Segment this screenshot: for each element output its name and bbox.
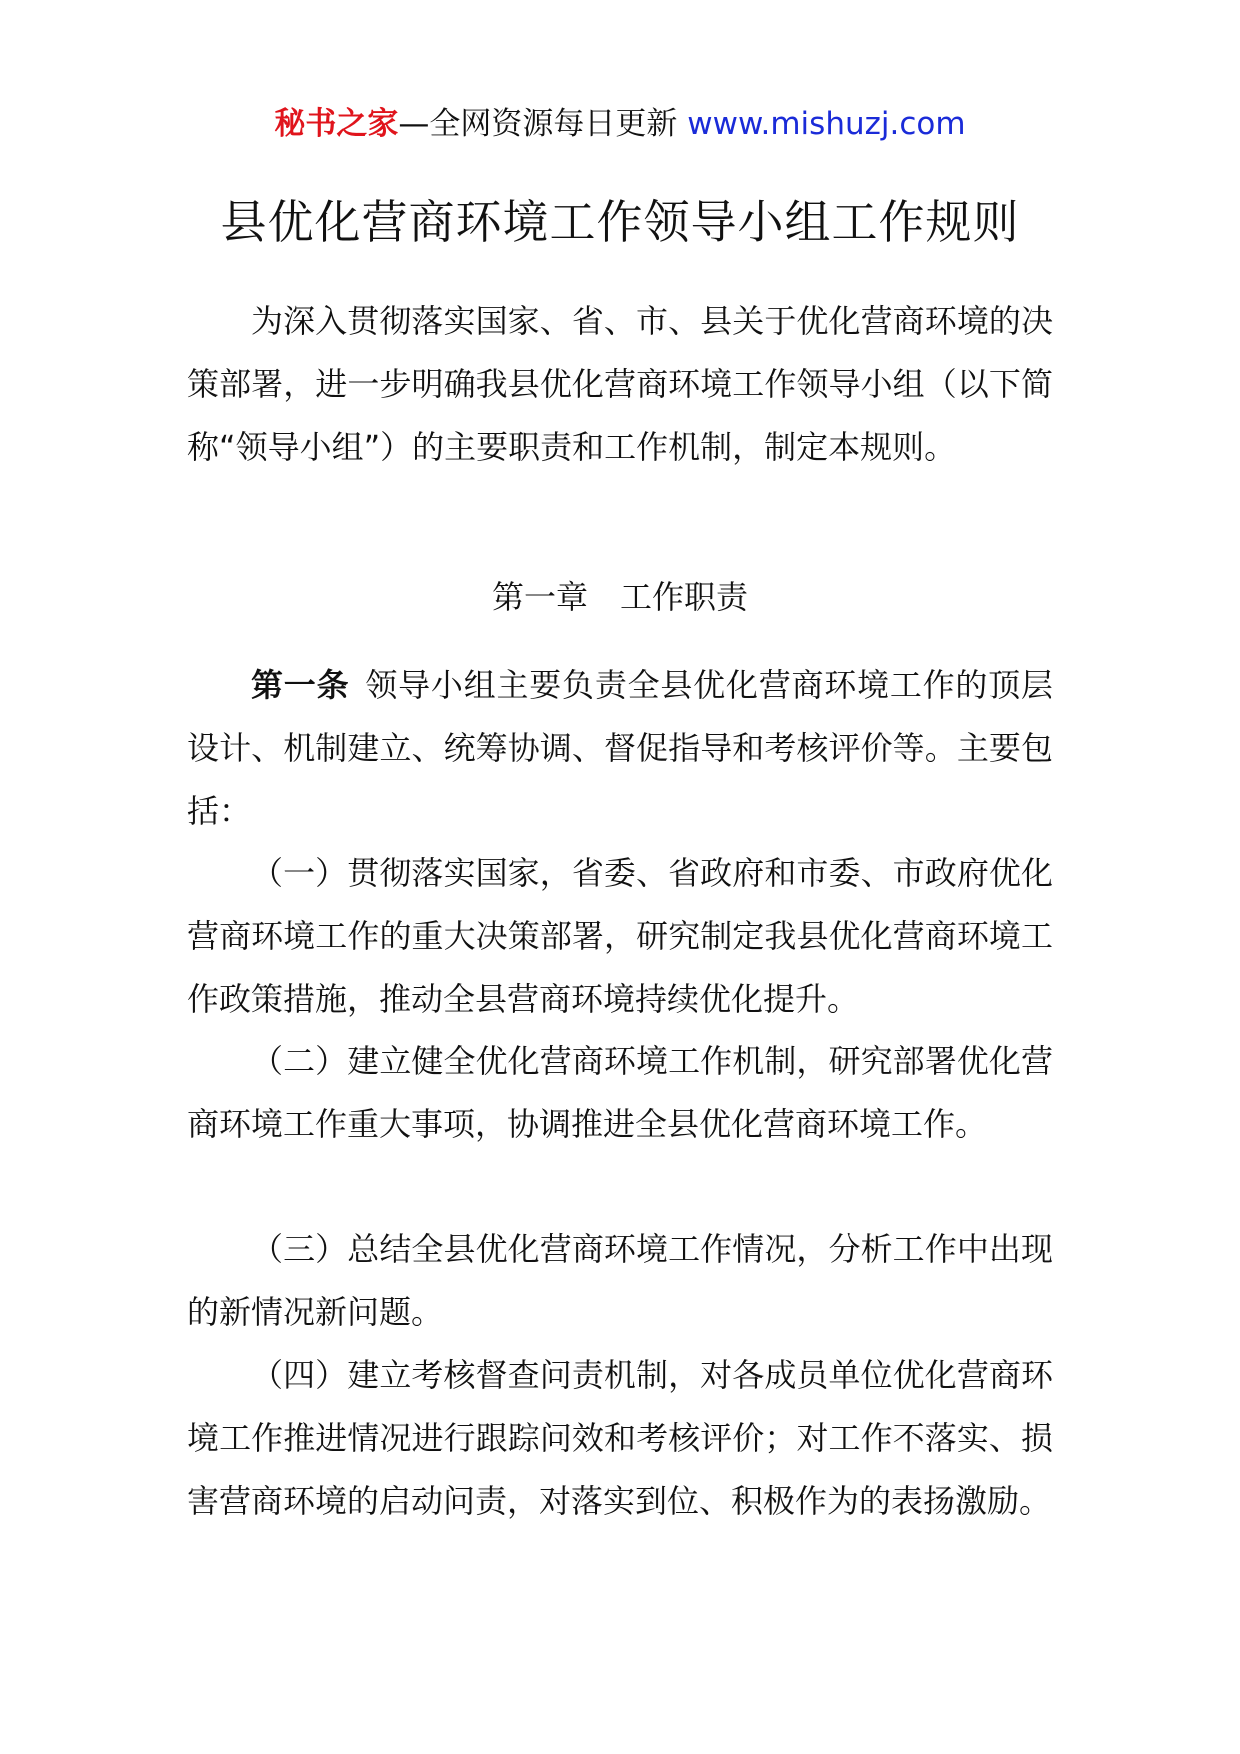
article-1-paragraph bbox=[187, 654, 1053, 843]
chapter-heading: 第一章 工作职责 bbox=[491, 578, 748, 616]
article-1-label: 第一条 bbox=[251, 666, 350, 704]
brand-name: 秘书之家 bbox=[274, 106, 399, 142]
list-item: （一）贯彻落实国家，省委、省政府和市委、市政府优化营商环境工作的重大决策部署，研究制定我县优化营商环境工作政策措施，推动全县营商环境持续优化提升。 bbox=[187, 854, 1053, 1018]
document-title: 县优化营商环境工作领导小组工作规则 bbox=[220, 195, 1020, 249]
site-header bbox=[0, 102, 1240, 146]
header-tagline: —全网资源每日更新 bbox=[398, 106, 678, 142]
list-item: （三）总结全县优化营商环境工作情况，分析工作中出现的新情况新问题。 bbox=[187, 1230, 1053, 1331]
list-item: （二）建立健全优化营商环境工作机制，研究部署优化营商环境工作重大事项，协调推进全县优化营商环境工作。 bbox=[187, 1042, 1053, 1143]
list-item: （四）建立考核督查问责机制，对各成员单位优化营商环境工作推进情况进行跟踪问效和考核评价；对工作不落实、损害营商环境的启动问责，对落实到位、积极作为的表扬激励。 bbox=[187, 1356, 1053, 1520]
intro-paragraph: 为深入贯彻落实国家、省、市、县关于优化营商环境的决策部署，进一步明确我县优化营商环境工作领导小组（以下简称“领导小组”）的主要职责和工作机制，制定本规则。 bbox=[187, 302, 1053, 466]
article-1-text: 领导小组主要负责全县优化营商环境工作的顶层设计、机制建立、统筹协调、督促指导和考核评价等。主要包括： bbox=[187, 666, 1053, 830]
site-url: www.mishuzj.com bbox=[687, 106, 966, 142]
